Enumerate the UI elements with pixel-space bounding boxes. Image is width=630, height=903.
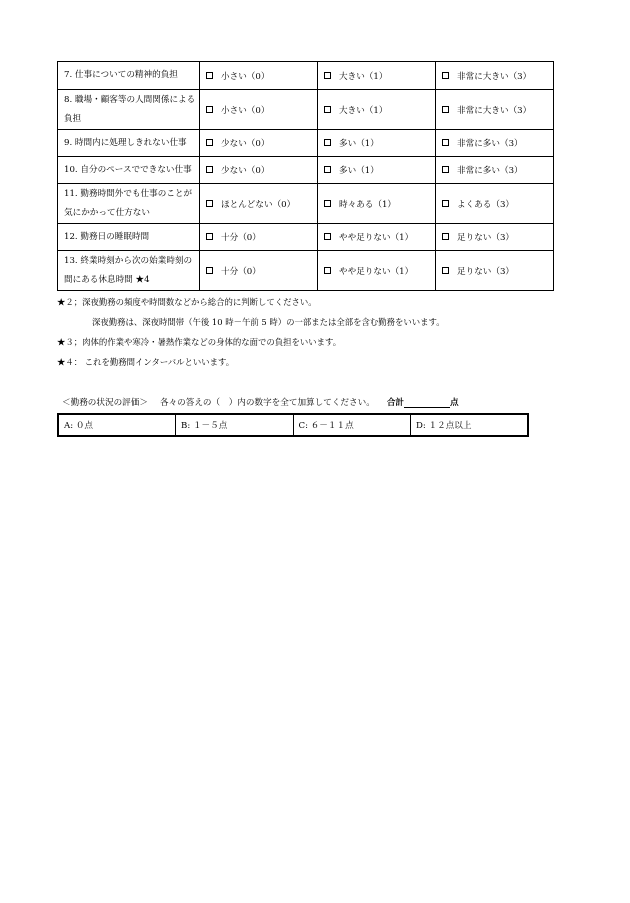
checkbox-icon[interactable]: [324, 200, 331, 207]
question-row: [58, 184, 554, 224]
option-label: 大きい（1）: [339, 105, 388, 116]
question-label: 11. 勤務時間外でも仕事のことが気にかかって仕方ない: [58, 184, 200, 224]
checkbox-icon[interactable]: [442, 166, 449, 173]
checkbox-icon[interactable]: [442, 72, 449, 79]
note-star2: ★２；深夜勤務の頻度や時間数などから総合的に判断してください。: [57, 297, 317, 307]
option-label: 小さい（0）: [221, 105, 270, 116]
answer-option[interactable]: [436, 90, 554, 130]
answer-option[interactable]: [436, 157, 554, 184]
evaluation-instruction: 各々の答えの（ ）内の数字を全て加算してください。: [159, 398, 375, 408]
answer-option[interactable]: [200, 184, 318, 224]
grade-table: [57, 413, 529, 437]
question-row: [58, 251, 554, 291]
answer-option[interactable]: [200, 90, 318, 130]
evaluation-heading: ＜勤務の状況の評価＞: [62, 398, 148, 408]
answer-option[interactable]: [318, 157, 436, 184]
grade-cell-b: B: １－５点: [176, 414, 294, 436]
answer-option[interactable]: [318, 251, 436, 291]
checkbox-icon[interactable]: [324, 166, 331, 173]
answer-option[interactable]: [318, 224, 436, 251]
answer-option[interactable]: [318, 184, 436, 224]
total-unit: 点: [450, 398, 459, 408]
option-label: 時々ある（1）: [339, 199, 397, 210]
question-row: [58, 130, 554, 157]
option-label: 十分（0）: [221, 266, 261, 277]
option-label: やや足りない（1）: [339, 266, 414, 277]
answer-option[interactable]: [200, 224, 318, 251]
option-label: 足りない（3）: [457, 266, 515, 277]
question-label: 10. 自分のペースでできない仕事: [58, 157, 200, 184]
answer-option[interactable]: [436, 62, 554, 90]
answer-option[interactable]: [200, 130, 318, 157]
option-label: やや足りない（1）: [339, 233, 414, 243]
checkbox-icon[interactable]: [442, 267, 449, 274]
option-label: 十分（0）: [221, 233, 261, 243]
checkbox-icon[interactable]: [442, 106, 449, 113]
checkbox-icon[interactable]: [206, 200, 213, 207]
grade-cell-c: C: ６－１１点: [293, 414, 411, 436]
grade-cell-a: A: ０点: [58, 414, 176, 436]
checkbox-icon[interactable]: [442, 139, 449, 146]
total-score-blank[interactable]: [404, 398, 450, 408]
answer-option[interactable]: [318, 62, 436, 90]
question-row: [58, 224, 554, 251]
option-label: 少ない（0）: [221, 166, 270, 176]
checkbox-icon[interactable]: [324, 139, 331, 146]
checkbox-icon[interactable]: [206, 267, 213, 274]
checkbox-icon[interactable]: [442, 200, 449, 207]
question-row: [58, 62, 554, 90]
option-label: 非常に大きい（3）: [457, 71, 532, 82]
checkbox-icon[interactable]: [206, 233, 213, 240]
option-label: ほとんどない（0）: [221, 199, 296, 210]
option-label: 大きい（1）: [339, 71, 388, 82]
total-label: 合計: [386, 398, 405, 408]
checkbox-icon[interactable]: [324, 72, 331, 79]
note-star2-detail: 深夜勤務は、深夜時間帯（午後 10 時－午前 5 時）の一部または全部を含む勤務をいいます。: [92, 317, 445, 327]
checkbox-icon[interactable]: [206, 139, 213, 146]
option-label: 非常に多い（3）: [457, 139, 523, 149]
checkbox-icon[interactable]: [442, 233, 449, 240]
option-label: よくある（3）: [457, 199, 515, 210]
answer-option[interactable]: [436, 184, 554, 224]
evaluation-line: [62, 396, 459, 408]
question-row: [58, 157, 554, 184]
question-label: 9. 時間内に処理しきれない仕事: [58, 130, 200, 157]
option-label: 非常に大きい（3）: [457, 105, 532, 116]
answer-option[interactable]: [200, 251, 318, 291]
answer-option[interactable]: [436, 251, 554, 291]
answer-option[interactable]: [436, 130, 554, 157]
note-star3: ★３；肉体的作業や寒冷・暑熱作業などの身体的な面での負担をいいます。: [57, 337, 342, 347]
option-label: 少ない（0）: [221, 139, 270, 149]
option-label: 足りない（3）: [457, 233, 515, 243]
answer-option[interactable]: [200, 62, 318, 90]
option-label: 小さい（0）: [221, 71, 270, 82]
checkbox-icon[interactable]: [206, 106, 213, 113]
answer-option[interactable]: [436, 224, 554, 251]
question-label: 8. 職場・顧客等の人間関係による負担: [58, 90, 200, 130]
checkbox-icon[interactable]: [324, 267, 331, 274]
answer-option[interactable]: [200, 157, 318, 184]
questionnaire-table: [57, 61, 554, 291]
answer-option[interactable]: [318, 130, 436, 157]
question-row: [58, 90, 554, 130]
grade-row: [58, 414, 528, 436]
checkbox-icon[interactable]: [206, 72, 213, 79]
answer-option[interactable]: [318, 90, 436, 130]
option-label: 多い（1）: [339, 166, 379, 176]
grade-cell-d: D: １２点以上: [411, 414, 529, 436]
question-label: 7. 仕事についての精神的負担: [58, 62, 200, 90]
question-label: 12. 勤務日の睡眠時間: [58, 224, 200, 251]
option-label: 非常に多い（3）: [457, 166, 523, 176]
checkbox-icon[interactable]: [324, 106, 331, 113]
checkbox-icon[interactable]: [324, 233, 331, 240]
questionnaire-body: [58, 62, 554, 291]
checkbox-icon[interactable]: [206, 166, 213, 173]
note-star4: ★４： これを勤務間インターバルといいます。: [57, 357, 235, 367]
option-label: 多い（1）: [339, 139, 379, 149]
question-label: 13. 終業時刻から次の始業時刻の間にある休息時間 ★4: [58, 251, 200, 291]
